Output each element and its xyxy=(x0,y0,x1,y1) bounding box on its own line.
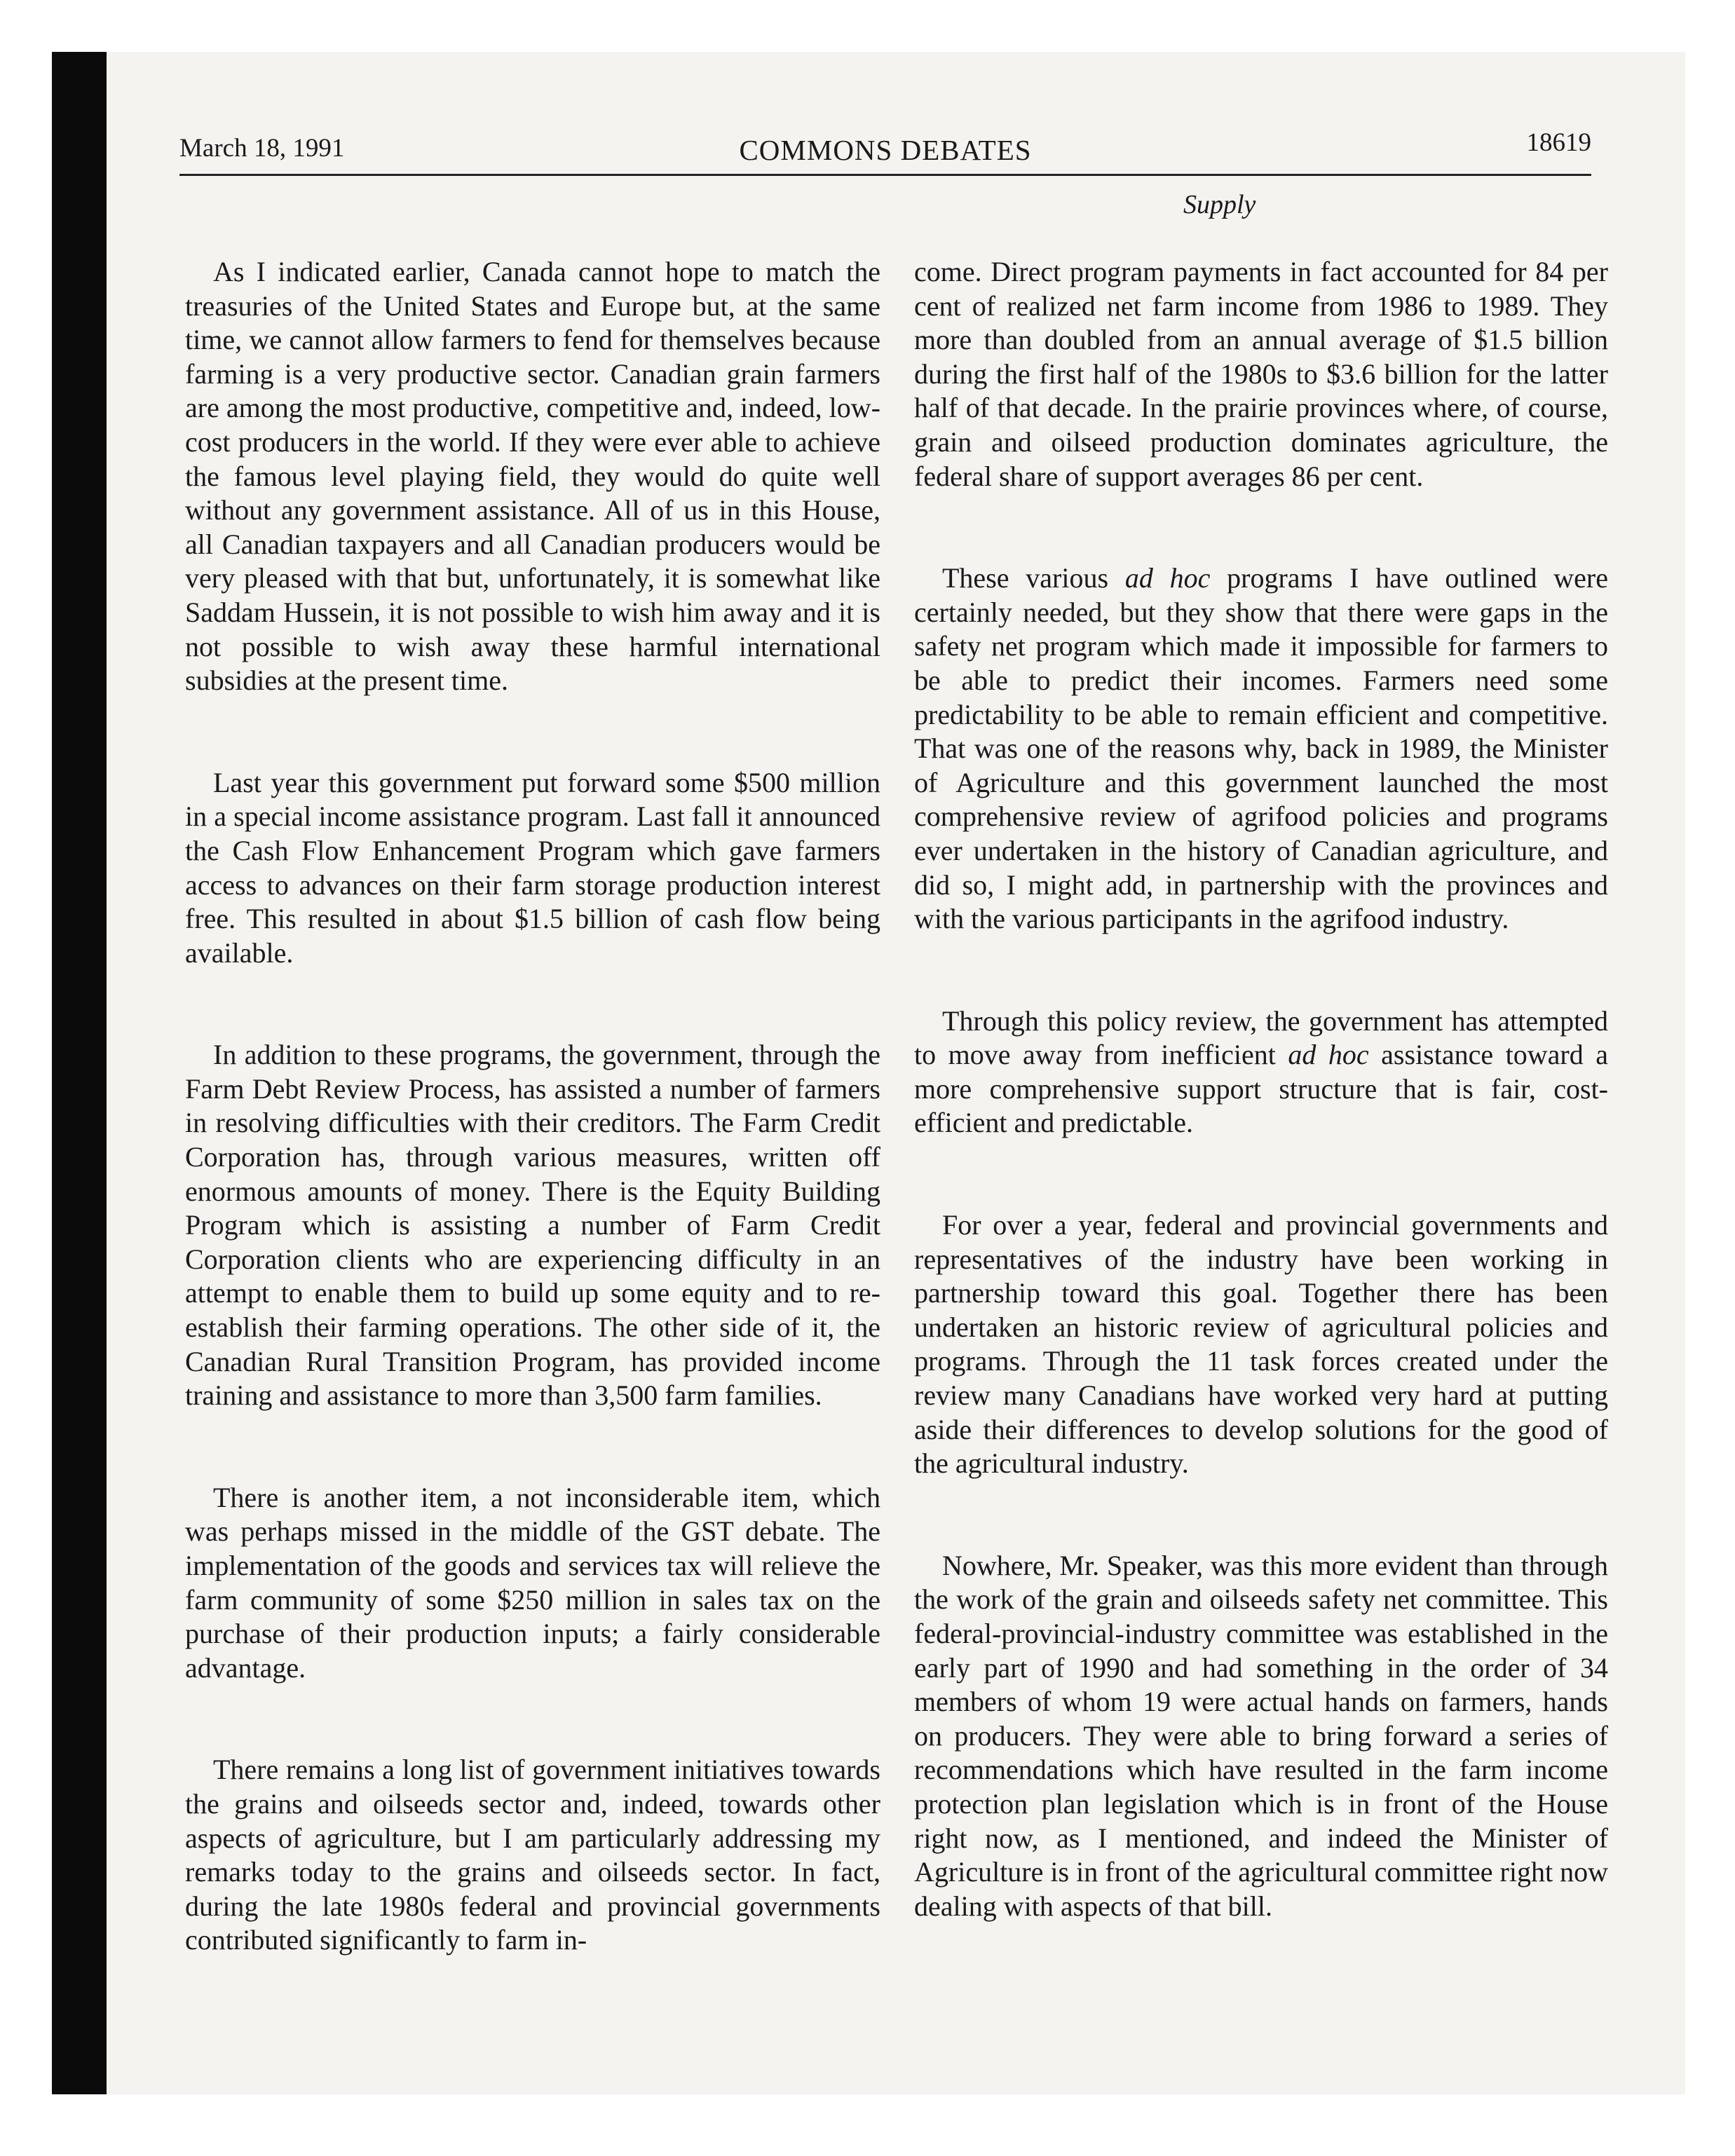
paragraph: There is another item, a not inconsiderable item, which was perhaps missed in the middle of the GST debate. The implementation of the goods and services tax will relieve the farm community of some $250 million in sales tax on the purchase of their production inputs; a fairly considerable advantage. xyxy=(185,1481,880,1684)
text-run: Through this policy review, the government has attempted to move away from inefficient xyxy=(914,1004,1608,1071)
paragraph: For over a year, federal and provincial governments and representatives of the industry have been working in partnership toward this goal. Together there has been undertaken an historic review of agricultural policies and programs. Through the 11 task forces created under the review many Canadians have worked very hard at putting aside their differences to develop solutions for the good of the agricultural industry. xyxy=(914,1209,1608,1480)
italic-term: ad hoc xyxy=(1124,562,1211,594)
text-run: assistance toward a more comprehensive support structure that is fair, cost-efficient and predictable. xyxy=(914,1039,1608,1139)
paragraph xyxy=(914,561,1608,936)
paragraph: In addition to these programs, the government, through the Farm Debt Review Process, has assisted a number of farmers in resolving difficulties with their creditors. The Farm Credit Corporation has, through various measures, written off enormous amounts of money. There is the Equity Building Program which is assisting a number of Farm Credit Corporation clients who are experiencing difficulty in an attempt to enable them to build up some equity and to re-establish their farming operations. The other side of it, the Canadian Rural Transition Program, has provided income training and assistance to more than 3,500 farm families. xyxy=(185,1039,880,1412)
right-column xyxy=(914,255,1608,1923)
paragraph xyxy=(914,1004,1608,1140)
paragraph: Nowhere, Mr. Speaker, was this more evident than through the work of the grain and oilseeds safety net committee. This federal-provincial-industry committee was established in the early part of 1990 and had something in the order of 34 members of whom 19 were actual hands on farmers, hands on producers. They were able to bring forward a series of recommendations which have resulted in the farm income protection plan legislation which is in front of the House right now, as I mentioned, and indeed the Minister of Agriculture is in front of the agricultural committee right now dealing with aspects of that bill. xyxy=(914,1549,1608,1922)
header-date: March 18, 1991 xyxy=(179,134,345,163)
running-header xyxy=(179,128,1591,176)
page-number: 18619 xyxy=(1526,128,1591,157)
paragraph-continued: come. Direct program payments in fact accounted for 84 per cent of realized net farm income from 1986 to 1989. They more than doubled from an annual average of $1.5 billion during the first half of the 1980s to $3.6 billion for the latter half of that decade. In the prairie provinces where, of course, grain and oilseed production dominates agriculture, the federal share of support averages 86 per cent. xyxy=(914,256,1608,492)
section-title: Supply xyxy=(1183,190,1256,219)
left-column xyxy=(185,255,880,1958)
document-page xyxy=(107,52,1685,2094)
scan-edge-shadow xyxy=(52,52,107,2094)
italic-term: ad hoc xyxy=(1288,1039,1369,1071)
header-title: COMMONS DEBATES xyxy=(739,134,1032,166)
text-run: These various xyxy=(942,562,1125,594)
paragraph: Last year this government put forward some $500 million in a special income assistance program. Last fall it announced the Cash Flow Enhancement Program which gave farmers access to advances on their farm storage production interest free. This resulted in about $1.5 billion of cash flow being available. xyxy=(185,766,880,969)
paragraph: As I indicated earlier, Canada cannot hope to match the treasuries of the United States and Europe but, at the same time, we cannot allow farmers to fend for themselves because farming is a very productive sector. Canadian grain farmers are among the most productive, competitive and, indeed, low-cost producers in the world. If they were ever able to achieve the famous level playing field, they would do quite well without any government assistance. All of us in this House, all Canadian taxpayers and all Canadian producers would be very pleased with that but, unfortunately, it is somewhat like Saddam Hussein, it is not possible to wish him away and it is not possible to wish away these harmful international subsidies at the present time. xyxy=(185,256,880,697)
text-run: programs I have outlined were certainly needed, but they show that there were gaps in the safety net program which made it impossible for farmers to be able to predict their incomes. Farmers need some predictability to be able to remain efficient and competitive. That was one of the reasons why, back in 1989, the Minister of Agriculture and this government launched the most comprehensive review of agrifood policies and programs ever undertaken in the history of Canadian agriculture, and did so, I might add, in partnership with the provinces and with the various participants in the agrifood industry. xyxy=(914,562,1608,935)
paragraph: There remains a long list of government initiatives towards the grains and oilseeds sector and, indeed, towards other aspects of agriculture, but I am particularly addressing my remarks today to the grains and oilseeds sector. In fact, during the late 1980s federal and provincial governments contributed significantly to farm in- xyxy=(185,1754,880,1956)
